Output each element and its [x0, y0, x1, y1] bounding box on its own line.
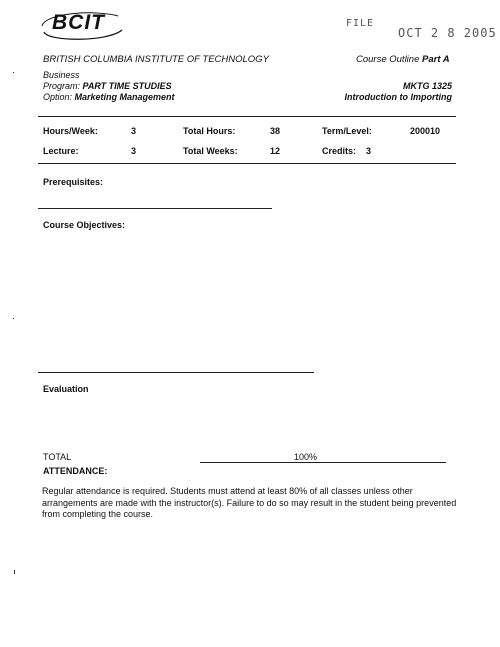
course-title: Introduction to Importing [344, 92, 452, 102]
lecture-label: Lecture: [43, 146, 79, 156]
objectives-heading: Course Objectives: [43, 220, 126, 230]
bcit-logo [38, 8, 124, 42]
outline-part: Part A [422, 54, 450, 65]
credits-value: 3 [366, 146, 372, 156]
scan-speck [14, 570, 15, 574]
hours-week-label: Hours/Week: [43, 126, 98, 136]
stamp-line-1: FILE [346, 18, 375, 29]
header-divider [38, 116, 456, 117]
term-level-label: Term/Level: [322, 126, 372, 136]
school-name: Business [43, 70, 80, 80]
total-value: 100% [294, 452, 318, 462]
total-label: TOTAL [43, 452, 72, 462]
program-line [43, 81, 172, 91]
outline-prefix: Course Outline [356, 54, 423, 65]
course-code: MKTG 1325 [402, 81, 452, 91]
logo-text: BCIT [52, 11, 105, 34]
term-level-value: 200010 [410, 126, 441, 136]
attendance-text: Regular attendance is required. Students must attend at least 80% of all classes unless other arrangements are made with the instructor(s). Failure to do so may result in the student being prevented from completing the course. [42, 486, 457, 519]
lecture-value: 3 [131, 146, 137, 156]
program-label: Program: [43, 81, 83, 91]
option-line [43, 92, 175, 102]
info-divider [38, 163, 456, 164]
prerequisites-heading: Prerequisites: [43, 177, 104, 187]
institute-name: BRITISH COLUMBIA INSTITUTE OF TECHNOLOGY [43, 54, 269, 65]
total-hours-value: 38 [270, 126, 281, 136]
hours-week-value: 3 [131, 126, 137, 136]
scan-speck [13, 318, 14, 319]
total-rule [200, 462, 446, 463]
objectives-rule [38, 372, 314, 373]
option-label: Option: [43, 92, 75, 102]
stamp-line-2: OCT 2 8 2005 [398, 26, 497, 40]
evaluation-heading: Evaluation [43, 384, 89, 394]
credits-label: Credits: [322, 146, 357, 156]
total-weeks-value: 12 [270, 146, 281, 156]
scan-speck [13, 72, 14, 73]
attendance-heading: ATTENDANCE: [43, 466, 108, 476]
option-value: Marketing Management [74, 92, 175, 102]
outline-title [356, 54, 450, 65]
total-weeks-label: Total Weeks: [183, 146, 238, 156]
program-value: PART TIME STUDIES [82, 81, 172, 91]
total-hours-label: Total Hours: [183, 126, 236, 136]
prerequisites-rule [38, 208, 272, 209]
